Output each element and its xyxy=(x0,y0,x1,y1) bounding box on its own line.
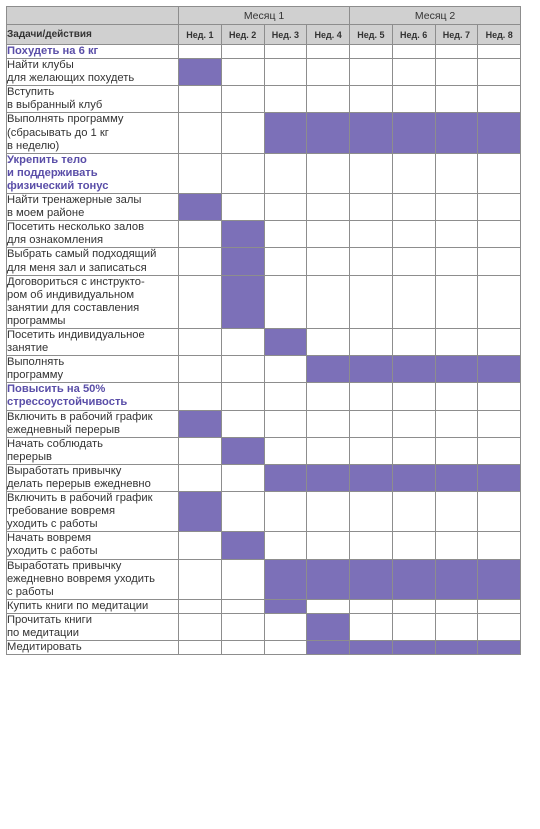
gantt-empty-cell xyxy=(435,153,478,193)
gantt-empty-cell xyxy=(435,221,478,248)
gantt-bar-cell xyxy=(392,641,435,655)
gantt-empty-cell xyxy=(478,153,521,193)
gantt-empty-cell xyxy=(392,153,435,193)
gantt-empty-cell xyxy=(392,194,435,221)
gantt-empty-cell xyxy=(179,383,222,410)
gantt-empty-cell xyxy=(221,559,264,599)
gantt-bar-cell xyxy=(307,113,350,153)
gantt-empty-cell xyxy=(350,532,393,559)
task-row xyxy=(7,356,521,383)
gantt-empty-cell xyxy=(435,59,478,86)
gantt-bar-cell xyxy=(478,641,521,655)
gantt-empty-cell xyxy=(264,356,307,383)
gantt-empty-cell xyxy=(264,153,307,193)
task-label: Купить книги по медитации xyxy=(7,599,179,613)
gantt-bar-cell xyxy=(350,559,393,599)
task-label: Начать соблюдать перерыв xyxy=(7,437,179,464)
gantt-bar-cell xyxy=(435,641,478,655)
gantt-table xyxy=(6,6,521,655)
gantt-bar-cell xyxy=(221,275,264,328)
gantt-empty-cell xyxy=(264,410,307,437)
gantt-empty-cell xyxy=(307,437,350,464)
gantt-bar-cell xyxy=(179,492,222,532)
gantt-empty-cell xyxy=(435,383,478,410)
gantt-empty-cell xyxy=(435,248,478,275)
gantt-empty-cell xyxy=(307,221,350,248)
gantt-bar-cell xyxy=(307,613,350,640)
gantt-empty-cell xyxy=(435,194,478,221)
gantt-empty-cell xyxy=(264,613,307,640)
task-row xyxy=(7,437,521,464)
gantt-empty-cell xyxy=(179,599,222,613)
gantt-empty-cell xyxy=(478,437,521,464)
gantt-empty-cell xyxy=(478,383,521,410)
task-row xyxy=(7,559,521,599)
gantt-empty-cell xyxy=(307,194,350,221)
gantt-bar-cell xyxy=(179,194,222,221)
gantt-empty-cell xyxy=(392,532,435,559)
task-row xyxy=(7,275,521,328)
section-row xyxy=(7,153,521,193)
gantt-empty-cell xyxy=(435,86,478,113)
gantt-empty-cell xyxy=(307,383,350,410)
gantt-empty-cell xyxy=(179,464,222,491)
gantt-empty-cell xyxy=(264,194,307,221)
section-title: Похудеть на 6 кг xyxy=(7,45,179,59)
gantt-empty-cell xyxy=(392,328,435,355)
gantt-empty-cell xyxy=(392,221,435,248)
section-title: Укрепить тело и поддерживать физический тонус xyxy=(7,153,179,193)
gantt-bar-cell xyxy=(350,356,393,383)
gantt-empty-cell xyxy=(179,356,222,383)
gantt-empty-cell xyxy=(478,328,521,355)
gantt-empty-cell xyxy=(221,86,264,113)
gantt-bar-cell xyxy=(221,221,264,248)
month-header: Месяц 1 xyxy=(179,7,350,25)
task-row xyxy=(7,532,521,559)
gantt-empty-cell xyxy=(179,113,222,153)
gantt-bar-cell xyxy=(478,559,521,599)
gantt-empty-cell xyxy=(264,437,307,464)
task-row xyxy=(7,248,521,275)
gantt-bar-cell xyxy=(179,410,222,437)
gantt-empty-cell xyxy=(350,437,393,464)
gantt-empty-cell xyxy=(307,599,350,613)
task-row xyxy=(7,221,521,248)
task-label: Выработать привычку ежедневно вовремя уходить с работы xyxy=(7,559,179,599)
gantt-empty-cell xyxy=(392,410,435,437)
gantt-empty-cell xyxy=(307,45,350,59)
gantt-empty-cell xyxy=(435,599,478,613)
week-header: Нед. 8 xyxy=(478,25,521,45)
gantt-bar-cell xyxy=(392,356,435,383)
gantt-empty-cell xyxy=(435,328,478,355)
gantt-empty-cell xyxy=(221,383,264,410)
gantt-bar-cell xyxy=(392,559,435,599)
gantt-empty-cell xyxy=(221,113,264,153)
gantt-empty-cell xyxy=(179,221,222,248)
section-row xyxy=(7,45,521,59)
task-label: Выбрать самый подходящий для меня зал и записаться xyxy=(7,248,179,275)
gantt-empty-cell xyxy=(350,86,393,113)
gantt-empty-cell xyxy=(350,45,393,59)
gantt-empty-cell xyxy=(478,599,521,613)
gantt-empty-cell xyxy=(307,153,350,193)
gantt-empty-cell xyxy=(221,641,264,655)
gantt-bar-cell xyxy=(435,356,478,383)
gantt-empty-cell xyxy=(478,410,521,437)
task-label: Включить в рабочий график требование вовремя уходить с работы xyxy=(7,492,179,532)
gantt-empty-cell xyxy=(307,492,350,532)
gantt-empty-cell xyxy=(478,492,521,532)
gantt-empty-cell xyxy=(264,275,307,328)
task-rows xyxy=(7,45,521,655)
gantt-empty-cell xyxy=(307,86,350,113)
gantt-empty-cell xyxy=(350,194,393,221)
section-row xyxy=(7,383,521,410)
task-row xyxy=(7,599,521,613)
gantt-empty-cell xyxy=(478,59,521,86)
gantt-empty-cell xyxy=(264,59,307,86)
gantt-empty-cell xyxy=(435,45,478,59)
gantt-empty-cell xyxy=(350,328,393,355)
gantt-empty-cell xyxy=(221,613,264,640)
task-column-header: Задачи/действия xyxy=(7,25,179,45)
gantt-bar-cell xyxy=(221,532,264,559)
month-header: Месяц 2 xyxy=(350,7,521,25)
week-header: Нед. 2 xyxy=(221,25,264,45)
task-row xyxy=(7,86,521,113)
task-label: Посетить несколько залов для ознакомления xyxy=(7,221,179,248)
gantt-empty-cell xyxy=(478,275,521,328)
header-blank-cell xyxy=(7,7,179,25)
gantt-bar-cell xyxy=(392,464,435,491)
gantt-empty-cell xyxy=(350,383,393,410)
gantt-empty-cell xyxy=(435,532,478,559)
task-row xyxy=(7,59,521,86)
gantt-bar-cell xyxy=(307,641,350,655)
gantt-bar-cell xyxy=(221,248,264,275)
gantt-bar-cell xyxy=(350,113,393,153)
gantt-bar-cell xyxy=(264,113,307,153)
gantt-empty-cell xyxy=(392,248,435,275)
week-header: Нед. 1 xyxy=(179,25,222,45)
gantt-empty-cell xyxy=(350,599,393,613)
gantt-bar-cell xyxy=(307,356,350,383)
gantt-bar-cell xyxy=(179,59,222,86)
gantt-empty-cell xyxy=(392,613,435,640)
gantt-bar-cell xyxy=(478,356,521,383)
task-row xyxy=(7,641,521,655)
gantt-empty-cell xyxy=(264,532,307,559)
gantt-empty-cell xyxy=(392,599,435,613)
week-header: Нед. 3 xyxy=(264,25,307,45)
gantt-bar-cell xyxy=(435,464,478,491)
gantt-empty-cell xyxy=(307,410,350,437)
gantt-empty-cell xyxy=(179,86,222,113)
gantt-bar-cell xyxy=(264,328,307,355)
gantt-empty-cell xyxy=(179,153,222,193)
gantt-empty-cell xyxy=(179,45,222,59)
week-header-row xyxy=(7,25,521,45)
gantt-empty-cell xyxy=(392,492,435,532)
gantt-empty-cell xyxy=(221,599,264,613)
task-row xyxy=(7,464,521,491)
gantt-empty-cell xyxy=(221,153,264,193)
gantt-empty-cell xyxy=(435,410,478,437)
gantt-bar-cell xyxy=(264,559,307,599)
task-row xyxy=(7,410,521,437)
gantt-bar-cell xyxy=(392,113,435,153)
gantt-empty-cell xyxy=(392,437,435,464)
gantt-empty-cell xyxy=(179,437,222,464)
week-header: Нед. 5 xyxy=(350,25,393,45)
week-header: Нед. 6 xyxy=(392,25,435,45)
gantt-empty-cell xyxy=(435,613,478,640)
gantt-bar-cell xyxy=(350,641,393,655)
gantt-empty-cell xyxy=(264,45,307,59)
task-label: Посетить индивидуальное занятие xyxy=(7,328,179,355)
gantt-empty-cell xyxy=(221,194,264,221)
gantt-empty-cell xyxy=(264,221,307,248)
gantt-empty-cell xyxy=(264,248,307,275)
week-header: Нед. 4 xyxy=(307,25,350,45)
gantt-empty-cell xyxy=(221,45,264,59)
section-title: Повысить на 50% стрессоустойчивость xyxy=(7,383,179,410)
gantt-empty-cell xyxy=(350,59,393,86)
gantt-empty-cell xyxy=(478,613,521,640)
gantt-bar-cell xyxy=(307,464,350,491)
gantt-empty-cell xyxy=(179,532,222,559)
gantt-empty-cell xyxy=(478,532,521,559)
task-label: Прочитать книги по медитации xyxy=(7,613,179,640)
gantt-bar-cell xyxy=(221,437,264,464)
gantt-bar-cell xyxy=(264,464,307,491)
gantt-empty-cell xyxy=(350,221,393,248)
gantt-empty-cell xyxy=(307,328,350,355)
gantt-empty-cell xyxy=(264,86,307,113)
gantt-empty-cell xyxy=(478,86,521,113)
task-label: Включить в рабочий график ежедневный перерыв xyxy=(7,410,179,437)
task-label: Выполнять программу (сбрасывать до 1 кг в неделю) xyxy=(7,113,179,153)
month-header-row xyxy=(7,7,521,25)
gantt-empty-cell xyxy=(307,275,350,328)
task-row xyxy=(7,613,521,640)
gantt-empty-cell xyxy=(478,45,521,59)
task-row xyxy=(7,113,521,153)
gantt-empty-cell xyxy=(392,86,435,113)
gantt-empty-cell xyxy=(392,275,435,328)
task-label: Найти тренажерные залы в моем районе xyxy=(7,194,179,221)
gantt-bar-cell xyxy=(478,113,521,153)
gantt-empty-cell xyxy=(350,248,393,275)
task-label: Медитировать xyxy=(7,641,179,655)
gantt-empty-cell xyxy=(221,328,264,355)
task-label: Выработать привычку делать перерыв ежедневно xyxy=(7,464,179,491)
gantt-empty-cell xyxy=(179,328,222,355)
task-label: Начать вовремя уходить с работы xyxy=(7,532,179,559)
gantt-empty-cell xyxy=(307,532,350,559)
gantt-empty-cell xyxy=(179,641,222,655)
gantt-bar-cell xyxy=(264,599,307,613)
gantt-empty-cell xyxy=(392,59,435,86)
gantt-empty-cell xyxy=(435,275,478,328)
gantt-empty-cell xyxy=(350,410,393,437)
gantt-bar-cell xyxy=(307,559,350,599)
gantt-empty-cell xyxy=(307,59,350,86)
gantt-bar-cell xyxy=(350,464,393,491)
gantt-bar-cell xyxy=(435,559,478,599)
task-label: Выполнять программу xyxy=(7,356,179,383)
task-row xyxy=(7,492,521,532)
gantt-empty-cell xyxy=(221,59,264,86)
gantt-empty-cell xyxy=(221,356,264,383)
gantt-bar-cell xyxy=(478,464,521,491)
gantt-empty-cell xyxy=(221,492,264,532)
task-row xyxy=(7,328,521,355)
gantt-empty-cell xyxy=(264,641,307,655)
gantt-empty-cell xyxy=(221,464,264,491)
gantt-empty-cell xyxy=(350,613,393,640)
task-label: Вступить в выбранный клуб xyxy=(7,86,179,113)
gantt-bar-cell xyxy=(435,113,478,153)
task-label: Договориться с инструкто- ром об индивидуальном занятии для составления программы xyxy=(7,275,179,328)
gantt-empty-cell xyxy=(350,153,393,193)
task-row xyxy=(7,194,521,221)
gantt-empty-cell xyxy=(307,248,350,275)
task-label: Найти клубы для желающих похудеть xyxy=(7,59,179,86)
gantt-empty-cell xyxy=(435,437,478,464)
gantt-empty-cell xyxy=(179,275,222,328)
gantt-empty-cell xyxy=(478,194,521,221)
week-header: Нед. 7 xyxy=(435,25,478,45)
gantt-empty-cell xyxy=(350,492,393,532)
gantt-empty-cell xyxy=(392,383,435,410)
gantt-empty-cell xyxy=(478,248,521,275)
gantt-empty-cell xyxy=(264,492,307,532)
gantt-empty-cell xyxy=(392,45,435,59)
gantt-empty-cell xyxy=(478,221,521,248)
gantt-empty-cell xyxy=(221,410,264,437)
gantt-empty-cell xyxy=(264,383,307,410)
gantt-empty-cell xyxy=(179,613,222,640)
gantt-empty-cell xyxy=(350,275,393,328)
gantt-empty-cell xyxy=(179,559,222,599)
gantt-empty-cell xyxy=(179,248,222,275)
gantt-empty-cell xyxy=(435,492,478,532)
